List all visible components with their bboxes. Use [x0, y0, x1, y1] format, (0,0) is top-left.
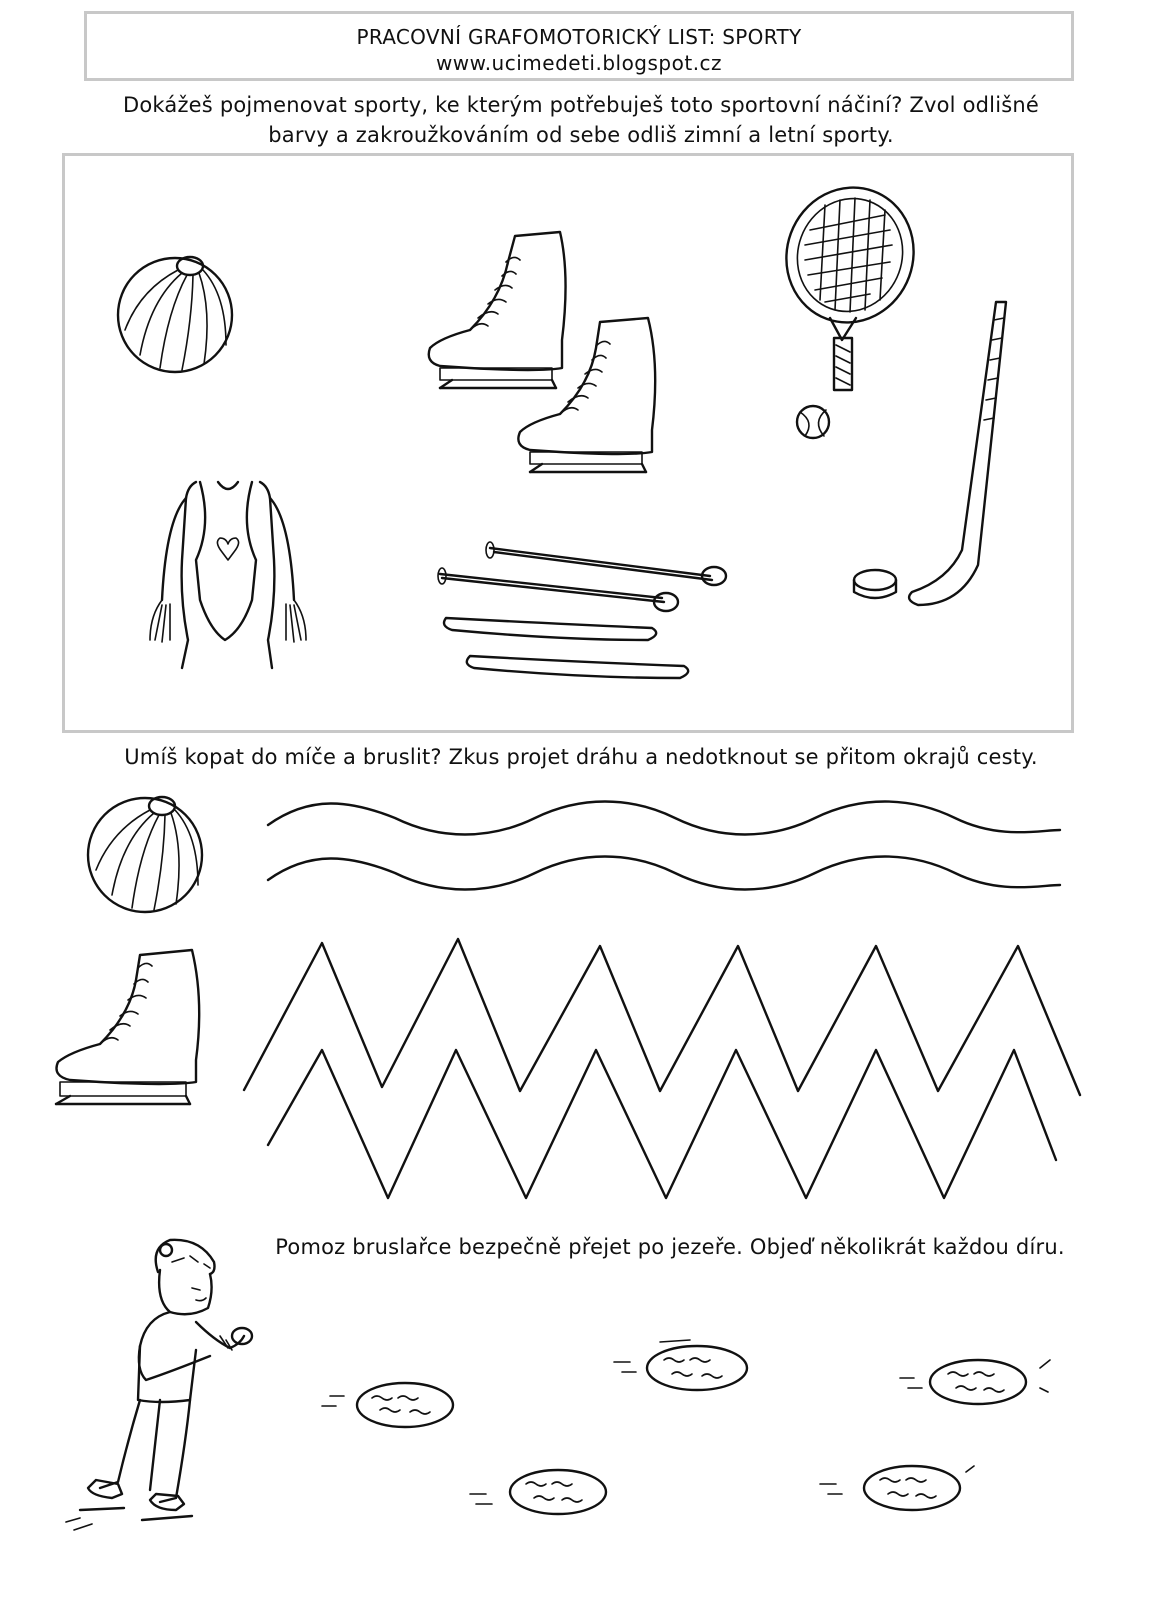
hockey-puck-icon — [854, 570, 896, 598]
wave-path-bottom — [268, 857, 1060, 890]
worksheet-title: PRACOVNÍ GRAFOMOTORICKÝ LIST: SPORTY — [356, 25, 802, 49]
swimsuit-icon — [150, 482, 306, 668]
task3-instruction: Pomoz bruslařce bezpečně přejet po jezeře. Objeď několikrát každou díru. — [275, 1235, 1065, 1259]
skis-icon — [444, 618, 688, 678]
tennis-ball-icon — [797, 406, 829, 438]
ice-skates-icon — [429, 232, 655, 472]
beach-ball-icon-2 — [88, 797, 202, 912]
ice-hole-icon-3 — [900, 1360, 1050, 1404]
ice-hole-icon-4 — [470, 1470, 606, 1514]
task2-instruction: Umíš kopat do míče a bruslit? Zkus projet dráhu a nedotknout se přitom okrajů cesty. — [124, 745, 1038, 769]
zigzag-path-top — [244, 939, 1080, 1095]
beach-ball-icon — [118, 257, 232, 372]
skater-girl-icon — [66, 1240, 252, 1530]
ski-poles-icon — [438, 542, 726, 611]
ice-skate-icon-2 — [56, 950, 199, 1104]
ice-hole-icon-5 — [820, 1466, 974, 1510]
wave-path-top — [268, 802, 1060, 835]
worksheet-url: www.ucimedeti.blogspot.cz — [435, 51, 723, 75]
task1-line2: barvy a zakroužkováním od sebe odliš zimní a letní sporty. — [268, 123, 894, 147]
ice-hole-icon-2 — [614, 1340, 747, 1390]
task1-line1: Dokážeš pojmenovat sporty, ke kterým potřebuješ toto sportovní náčiní? Zvol odlišné — [122, 93, 1040, 117]
tennis-racket-icon — [768, 170, 933, 390]
zigzag-path-bottom — [268, 1050, 1056, 1198]
ice-hole-icon — [322, 1383, 453, 1427]
hockey-stick-icon — [909, 302, 1006, 605]
